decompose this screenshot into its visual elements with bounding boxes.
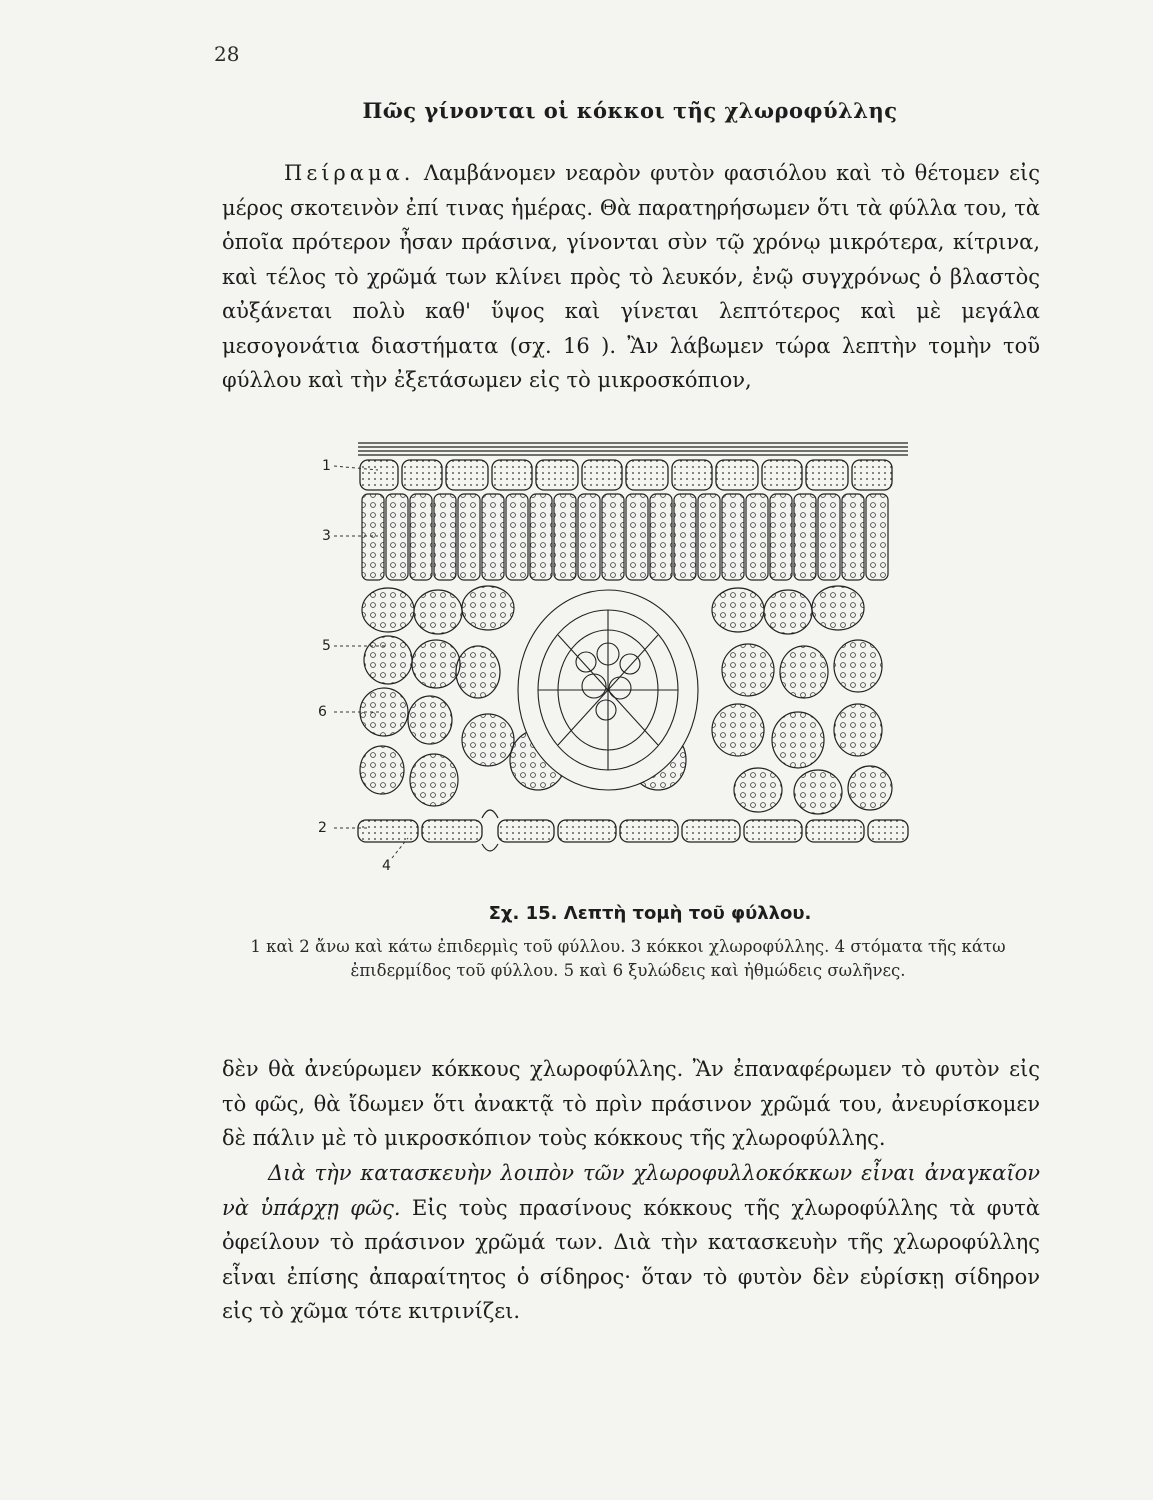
figure-label-6: 6 <box>318 704 327 720</box>
vascular-bundle <box>518 590 698 790</box>
figure-label-4: 4 <box>382 858 391 874</box>
upper-epidermis <box>360 460 892 490</box>
upper-cuticle <box>358 443 908 455</box>
figure-label-3: 3 <box>322 528 331 544</box>
conclusion-italic: Διὰ τὴν κατασκευὴν λοιπὸν τῶν χλωροφυλλοκόκκων εἶναι ἀναγκαῖον νὰ ὑπάρχῃ φῶς. <box>222 1161 1040 1220</box>
experiment-label: Πείραμα. <box>284 161 415 185</box>
stoma <box>482 810 498 851</box>
figure-label-5: 5 <box>322 638 331 654</box>
lower-epidermis <box>358 820 908 842</box>
paragraph-1 <box>222 156 1040 398</box>
paragraph-3-text: Εἰς τοὺς πρασίνους κόκκους τῆς χλωροφύλλης τὰ φυτὰ ὀφείλουν τὸ πράσινον χρῶμά των. Διὰ τὴν κατασκευὴν τῆς χλωροφύλλης εἶναι ἐπίσης ἀπαραίτητος ὁ σίδηρος· ὅταν τὸ φυτὸν δὲν εὑρίσκῃ σίδηρον εἰς τὸ χῶμα τότε κιτρινίζει. <box>222 1195 1040 1323</box>
paragraph-1-text: Λαμβάνομεν νεαρὸν φυτὸν φασιόλου καὶ τὸ θέτομεν εἰς μέρος σκοτεινὸν ἐπί τινας ἡμέρας. Θὰ παρατηρήσωμεν ὅτι τὰ φύλλα του, τὰ ὁποῖα πρότερον ἦσαν πράσινα, γίνονται σὺν τῷ χρόνῳ μικρότερα, κίτρινα, καὶ τέλος τὸ χρῶμά των κλίνει πρὸς τὸ λευκόν, ἐνῷ συγχρόνως ὁ βλαστὸς αὐξάνεται πολὺ καθ' ὕψος καὶ γίνεται λεπτότερος καὶ μὲ μεγάλα μεσογονάτια διαστήματα (σχ. 16 ). Ἂν λάβωμεν τώρα λεπτὴν τομὴν τοῦ φύλλου καὶ τὴν ἐξετάσωμεν εἰς τὸ μικροσκόπιον, <box>222 161 1040 392</box>
figure-label-2: 2 <box>318 820 327 836</box>
figure-label-1: 1 <box>322 458 331 474</box>
leaf-cross-section-figure <box>318 440 918 900</box>
section-heading: Πῶς γίνονται οἱ κόκκοι τῆς χλωροφύλλης <box>362 98 898 123</box>
paragraph-3 <box>222 1156 1040 1329</box>
paragraph-2-text: δὲν θὰ ἀνεύρωμεν κόκκους χλωροφύλλης. Ἂν ἐπαναφέρωμεν τὸ φυτὸν εἰς τὸ φῶς, θὰ ἴδωμεν ὅτι ἀνακτᾷ τὸ πρὶν πράσινον χρῶμά του, ἀνευρίσκομεν δὲ πάλιν μὲ τὸ μικροσκόπιον τοὺς κόκκους τῆς χλωροφύλλης. <box>222 1057 1040 1150</box>
palisade-cells <box>362 494 888 580</box>
figure-caption-title: Σχ. 15. Λεπτὴ τομὴ τοῦ φύλλου. <box>488 903 812 924</box>
paragraph-2 <box>222 1052 1040 1156</box>
page-number: 28 <box>214 42 240 66</box>
figure-caption-text: 1 καὶ 2 ἄνω καὶ κάτω ἐπιδερμὶς τοῦ φύλλου. 3 κόκκοι χλωροφύλλης. 4 στόματα τῆς κάτω ἐπιδερμίδος τοῦ φύλλου. 5 καὶ 6 ξυλώδεις καὶ ἠθμώδεις σωλῆνες. <box>250 937 1006 980</box>
